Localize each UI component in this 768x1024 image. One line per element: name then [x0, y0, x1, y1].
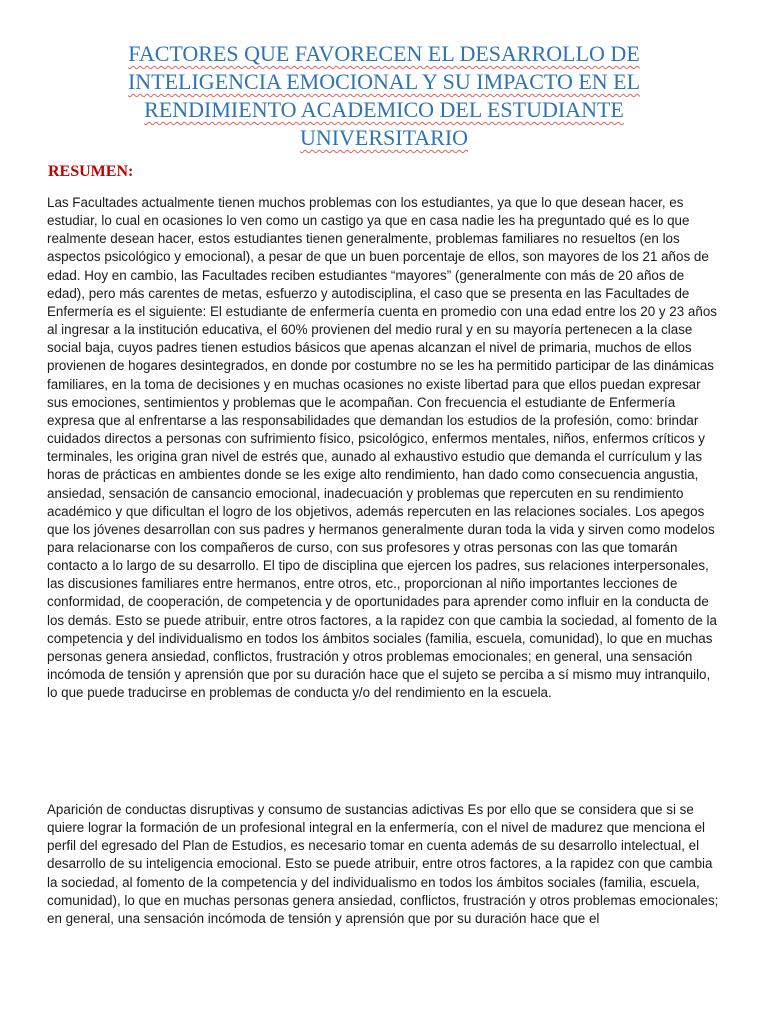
document-title: FACTORES QUE FAVORECEN EL DESARROLLO DE INTELIGENCIA EMOCIONAL Y SU IMPACTO EN EL RENDIMIENTO ACADEMICO DEL ESTUDIANTE UNIVERSITARIO [127, 41, 641, 150]
section-heading-resumen: RESUMEN: [48, 163, 134, 180]
body-paragraph-1: Las Facultades actualmente tienen muchos problemas con los estudiantes, ya que lo que desean hacer, es estudiar, lo cual en ocasiones lo ven como un castigo ya que en casa nadie les ha preguntado qué es lo que realmente desean hacer, estos estudiantes tienen generalmente, problemas familiares no resueltos (en los aspectos psicológico y emocional), a pesar de que un buen porcentaje de ellos, son mayores de los 21 años de edad. Hoy en cambio, las Facultades reciben estudiantes “mayores” (generalmente con más de 20 años de edad), pero más carentes de metas, esfuerzo y autodisciplina, el caso que se presenta en las Facultades de Enfermería es el siguiente: El estudiante de enfermería cuenta en promedio con una edad entre los 20 y 23 años al ingresar a la institución educativa, el 60% provienen del medio rural y en su mayoría pertenecen a la clase social baja, cuyos padres tienen estudios básicos que apenas alcanzan el nivel de primaria, muchos de ellos provienen de hogares desintegrados, en donde por costumbre no se les ha permitido participar de las dinámicas familiares, en la toma de decisiones y en muchas ocasiones no existe libertad para que ellos puedan expresar sus emociones, sentimientos y problemas que le acompañan. Con frecuencia el estudiante de Enfermería expresa que al enfrentarse a las responsabilidades que demandan los estudios de la profesión, como: brindar cuidados directos a personas con sufrimiento físico, psicológico, enfermos mentales, niños, enfermos críticos y terminales, les origina gran nivel de estrés que, aunado al exhaustivo estudio que demanda el currículum y las horas de prácticas en ambientes donde se les exige alto rendimiento, han dado como consecuencia angustia, ansiedad, sensación de cansancio emocional, inadecuación y problemas que repercuten en su rendimiento académico y que dificultan el logro de los objetivos, además repercuten en las relaciones sociales. Los apegos que los jóvenes desarrollan con sus padres y hermanos generalmente duran toda la vida y sirven como modelos para relacionarse con los compañeros de curso, con sus profesores y otras personas con las que tomarán contacto a lo largo de su desarrollo. El tipo de disciplina que ejercen los padres, sus relaciones interpersonales, las discusiones familiares entre hermanos, entre otros, etc., proporcionan al niño importantes lecciones de conformidad, de cooperación, de competencia y de oportunidades para aprender como influir en la conducta de los demás. Esto se puede atribuir, entre otros factores, a la rapidez con que cambia la sociedad, al fomento de la competencia y del individualismo en todos los ámbitos sociales (familia, escuela, comunidad), lo que en muchas personas genera ansiedad, conflictos, frustración y otros problemas emocionales; en general, una sensación incómoda de tensión y aprensión que por su duración hace que el sujeto se perciba a sí mismo muy intranquilo, lo que puede traducirse en problemas de conducta y/o del rendimiento en la escuela. [47, 195, 717, 701]
body-paragraph-2: Aparición de conductas disruptivas y consumo de sustancias adictivas Es por ello que se considera que si se quiere lograr la formación de un profesional integral en la enfermería, con el nivel de madurez que menciona el perfil del egresado del Plan de Estudios, es necesario tomar en cuenta además de su desarrollo intelectual, el desarrollo de su inteligencia emocional. Esto se puede atribuir, entre otros factores, a la rapidez con que cambia la sociedad, al fomento de la competencia y del individualismo en todos los ámbitos sociales (familia, escuela, comunidad), lo que en muchas personas genera ansiedad, conflictos, frustración y otros problemas emocionales; en general, una sensación incómoda de tensión y aprensión que por su duración hace que el [47, 802, 719, 926]
